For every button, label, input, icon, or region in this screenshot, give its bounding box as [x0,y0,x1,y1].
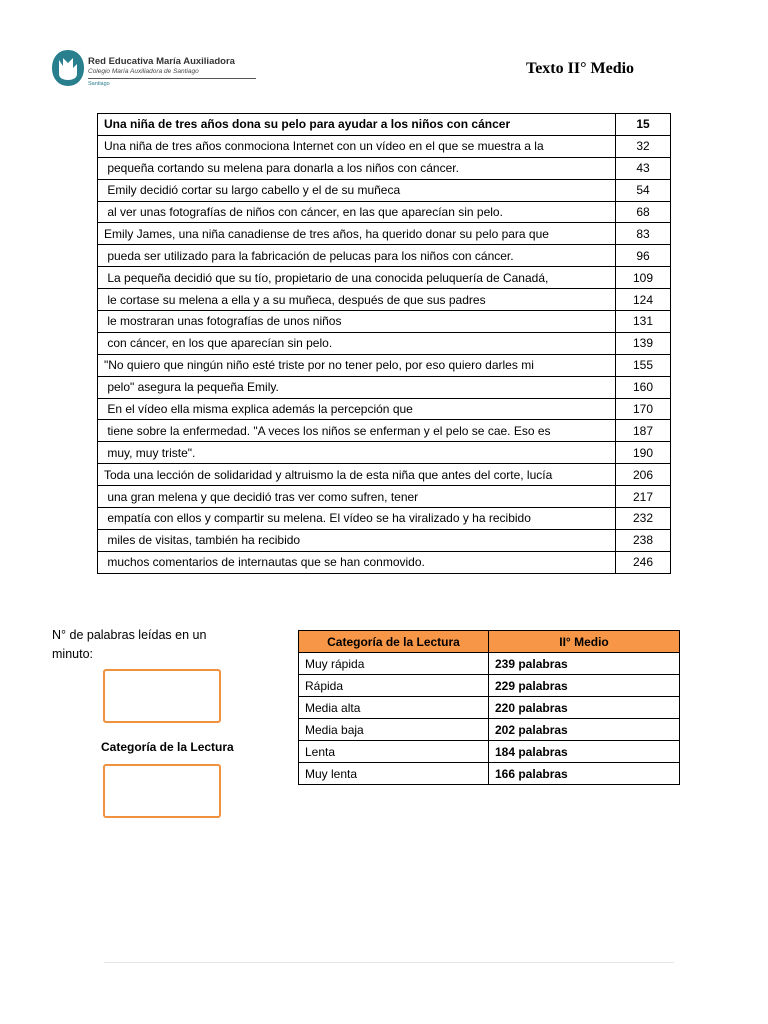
reading-row [98,245,671,267]
category-row [299,741,680,763]
reading-row [98,529,671,551]
reading-row-count: 68 [616,201,671,223]
document-title: Texto II° Medio [526,60,635,77]
category-row [299,653,680,675]
reading-row [98,442,671,464]
reading-row-text: una gran melena y que decidió tras ver como sufren, tener [98,486,616,508]
reading-row-text: Una niña de tres años dona su pelo para ayudar a los niños con cáncer [98,114,616,136]
category-header: Categoría de la Lectura [299,631,489,653]
category-row [299,763,680,785]
reading-row-count: 238 [616,529,671,551]
level-header: II° Medio [489,631,680,653]
reading-row [98,179,671,201]
reading-row [98,376,671,398]
reading-row [98,201,671,223]
category-row [299,697,680,719]
reading-row [98,354,671,376]
footer-divider [104,962,674,963]
reading-row [98,398,671,420]
category-words: 229 palabras [489,675,680,697]
reading-row-text: con cáncer, en los que aparecían sin pelo. [98,332,616,354]
reading-row [98,267,671,289]
reading-row-count: 217 [616,486,671,508]
reading-row-text: Una niña de tres años conmociona Internet con un vídeo en el que se muestra a la [98,135,616,157]
reading-row-text: pequeña cortando su melena para donarla a los niños con cáncer. [98,157,616,179]
reading-row [98,311,671,333]
category-answer-box[interactable] [103,764,221,818]
reading-row [98,508,671,530]
reading-row-text: En el vídeo ella misma explica además la percepción que [98,398,616,420]
logo-divider [88,78,256,79]
category-row [299,719,680,741]
reading-row-count: 160 [616,376,671,398]
reading-row-text: tiene sobre la enfermedad. "A veces los niños se enferman y el pelo se cae. Eso es [98,420,616,442]
reading-row [98,464,671,486]
reading-row-text: le cortase su melena a ella y a su muñeca, después de que sus padres [98,289,616,311]
reading-row-count: 187 [616,420,671,442]
reading-row-text: al ver unas fotografías de niños con cáncer, en las que aparecían sin pelo. [98,201,616,223]
reading-row-count: 139 [616,332,671,354]
words-read-answer-box[interactable] [103,669,221,723]
reading-row-text: muchos comentarios de internautas que se han conmovido. [98,551,616,573]
logo-subtitle: Colegio María Auxiliadora de Santiago [88,68,199,75]
reading-row [98,332,671,354]
school-logo-icon [50,48,86,88]
logo-city: Santiago [88,81,110,87]
reading-row-text: Toda una lección de solidaridad y altruismo la de esta niña que antes del corte, lucía [98,464,616,486]
reading-row-text: pelo" asegura la pequeña Emily. [98,376,616,398]
reading-row-text: empatía con ellos y compartir su melena. El vídeo se ha viralizado y ha recibido [98,508,616,530]
category-name: Rápida [299,675,489,697]
reading-row-count: 206 [616,464,671,486]
reading-row-text: Emily decidió cortar su largo cabello y el de su muñeca [98,179,616,201]
category-words: 239 palabras [489,653,680,675]
reading-row [98,135,671,157]
reading-row-text: le mostraran unas fotografías de unos niños [98,311,616,333]
category-words: 220 palabras [489,697,680,719]
reading-row-count: 131 [616,311,671,333]
category-name: Muy rápida [299,653,489,675]
reading-row-count: 246 [616,551,671,573]
reading-row-count: 170 [616,398,671,420]
reading-row [98,114,671,136]
category-name: Media alta [299,697,489,719]
reading-text-table [97,113,671,574]
category-name: Media baja [299,719,489,741]
category-name: Muy lenta [299,763,489,785]
reading-row-count: 109 [616,267,671,289]
category-row [299,675,680,697]
words-read-label: N° de palabras leídas en un minuto: [52,628,207,661]
reading-row-count: 54 [616,179,671,201]
reading-row-text: pueda ser utilizado para la fabricación de pelucas para los niños con cáncer. [98,245,616,267]
reading-row-count: 83 [616,223,671,245]
category-name: Lenta [299,741,489,763]
reading-row-text: "No quiero que ningún niño esté triste por no tener pelo, por eso quiero darles mi [98,354,616,376]
reading-row-text: muy, muy triste". [98,442,616,464]
reading-row [98,289,671,311]
reading-row-count: 15 [616,114,671,136]
reading-row-count: 232 [616,508,671,530]
reading-row-text: La pequeña decidió que su tío, propietario de una conocida peluquería de Canadá, [98,267,616,289]
category-words: 166 palabras [489,763,680,785]
reading-row-text: Emily James, una niña canadiense de tres años, ha querido donar su pelo para que [98,223,616,245]
category-words: 202 palabras [489,719,680,741]
reading-row [98,420,671,442]
reading-row-count: 32 [616,135,671,157]
school-logo [50,48,265,92]
reading-row [98,551,671,573]
reading-row [98,157,671,179]
reading-row [98,223,671,245]
reading-row-count: 155 [616,354,671,376]
reading-row-count: 96 [616,245,671,267]
logo-title: Red Educativa María Auxiliadora [88,56,235,67]
reading-row [98,486,671,508]
reading-row-count: 124 [616,289,671,311]
category-table [298,630,680,785]
category-words: 184 palabras [489,741,680,763]
reading-row-text: miles de visitas, también ha recibido [98,529,616,551]
reading-row-count: 190 [616,442,671,464]
reading-row-count: 43 [616,157,671,179]
category-label: Categoría de la Lectura [101,740,234,754]
